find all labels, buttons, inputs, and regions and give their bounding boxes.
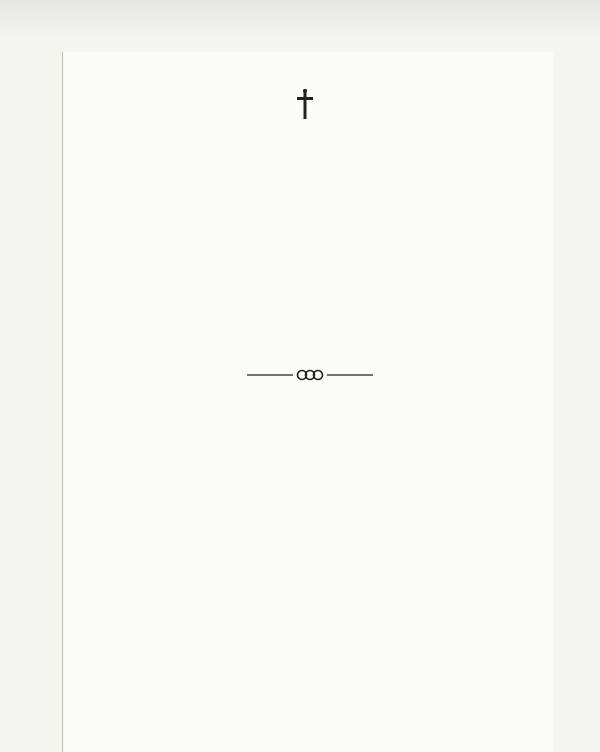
scroll-ornament-divider <box>245 366 375 384</box>
latin-cross-icon <box>294 88 316 120</box>
scan-edge-shadow <box>0 0 600 40</box>
memorial-card <box>62 52 553 752</box>
